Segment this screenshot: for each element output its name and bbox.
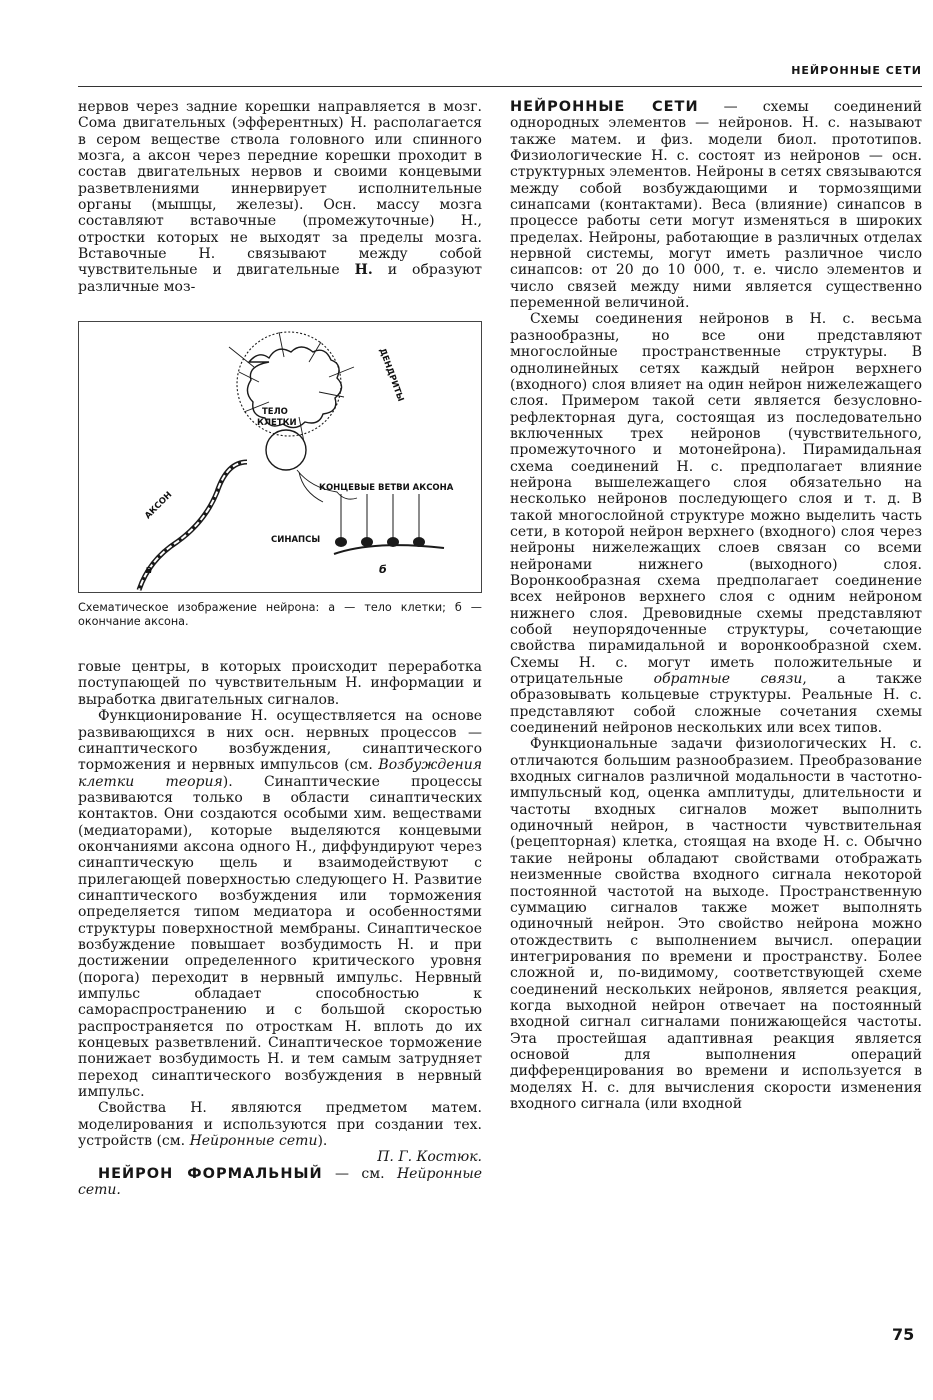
para-text: Схемы соединения нейронов в Н. с. весьма разнообразны, но все они представляют многослойные пространственные структуры. В однолинейных сетях каждый нейрон верхнего (входного) слоя влияет на один нейрон нижележащего слоя. Примером такой сети является безусловно-рефлекторная дуга, состоящая из последовательно включенных трех нейронов (чувствительного, промежуточного и мотонейрона). Пирамидальная схема соединений Н. с. предполагает влияние нейрона вышележащего слоя обязательно на несколько нейронов последующего слоя и т. д. В такой многослойной структуре можно выделить часть сети, в которой нейрон верхнего (входного) слоя через нейроны нижележащих слоев связан со всеми нейронами нижнего (выходного) слоя. Воронкообразная схема предполагает соединение всех нейронов верхнего слоя с одним нейроном нижнего слоя. Древовидные схемы представляют собой неупорядоченные структуры, сочетающие свойства пирамидальной и воронкообразной схем. Схемы Н. с. могут иметь положительные и отрицательные	[510, 311, 922, 688]
cross-reference[interactable]: обратные связи	[653, 671, 803, 688]
author-signature: П. Г. Костюк.	[377, 1149, 482, 1166]
cross-reference[interactable]: Нейронные сети	[189, 1133, 318, 1150]
left-paragraph-1	[78, 99, 482, 295]
right-paragraph-1	[510, 99, 922, 311]
para-text: , а также образовывать кольцевые структуры. Реальные Н. с. представляют собой сложные сочетания схемы соединений нейронов нескольких или всех типов.	[510, 671, 923, 737]
page-number: 75	[892, 1325, 915, 1344]
cross-reference[interactable]: Возбуждения клетки теория	[78, 757, 483, 790]
para-text: Функционирование Н. осуществляется на основе развивающихся в них осн. нервных процессов — синаптического возбуждения, синаптического торможения и нервных импульсов (см.	[78, 708, 482, 774]
bold-abbrev: Н.	[354, 262, 373, 279]
label-axon-branches: КОНЦЕВЫЕ ВЕТВИ АКСОНА	[319, 483, 454, 494]
neuron-drawing	[79, 322, 481, 592]
para-text: — схемы соединений однородных элементов — нейронов. Н. с. называют также матем. и физ. модели биол. прототипов. Физиологические Н. с. состоят из нейронов — осн. структурных элементов. Нейроны в сетях связываются между собой возбуждающими и тормозящими синапсами (контактами). Веса (влияние) синапсов в процессе работы сети могут изменяться в широких пределах. Нейроны, работающие в различных отделах нервной системы, могут иметь различное число синапсов: от 20 до 10 000, т. е. число элементов и число связей между ними является существенно переменной величиной.	[510, 99, 922, 312]
left-column	[78, 99, 482, 1198]
terminal-fibers	[341, 494, 419, 538]
entry-heading: НЕЙРОННЫЕ СЕТИ	[510, 99, 699, 115]
axon-line	[139, 462, 247, 590]
figure-caption: Схематическое изображение нейрона: а — тело клетки; б — окончание аксона.	[78, 601, 482, 629]
para-text-end: и образуют различные моз-	[78, 262, 483, 295]
entry-see: — см.	[335, 1165, 385, 1182]
left-paragraph-3	[78, 708, 482, 1100]
entry-neuron-formal	[78, 1166, 482, 1199]
para-text: ). Синаптические процессы развиваются только в области синаптических контактов. Они создаются особыми хим. веществами (медиаторами), которые выделяются концевыми окончаниями аксона одного Н., диффундируют через синаптическую щель и взаимодействуют с прилегающей поверхностью следующего Н. Развитие синаптического возбуждения или торможения определяется типом медиатора и особенностями структуры поверхностной мембраны. Синаптическое возбуждение повышает возбудимость Н. и при достижении определенного критического уровня (порога) переходит в нервный импульс. Нервный импульс обладает способностью к самораспространению и с большой скоростью распространяется по отросткам Н. вплоть до их концевых разветвлений. Синаптическое торможение понижает возбудимость Н. и тем самым затрудняет переход синаптического возбуждения в нервный импульс.	[78, 773, 482, 1101]
label-cell-body-2: КЛЕТКИ	[257, 418, 297, 429]
para-text: Свойства Н. являются предметом матем. моделирования и используются при создании тех. устройств (см.	[78, 1100, 482, 1150]
target-membrane	[334, 545, 444, 554]
label-dendrites: ДЕНДРИТЫ	[376, 347, 406, 404]
entry-heading: НЕЙРОН ФОРМАЛЬНЫЙ	[98, 1165, 323, 1182]
right-paragraph-2	[510, 311, 922, 736]
label-axon: АКСОН	[143, 490, 175, 522]
cross-reference[interactable]: Нейронные сети.	[78, 1165, 483, 1199]
label-a: а	[145, 563, 153, 577]
running-head: НЕЙРОННЫЕ СЕТИ	[791, 64, 922, 77]
right-paragraph-3: Функциональные задачи физиологических Н. с. отличаются большим разнообразием. Преобразование входных сигналов различной модальности в частотно-импульсный код, оценка амплитуды, длительности и частоты входных сигналов может выполнить одиночный нейрон, в частности чувствительная (рецепторная) клетка, стоящая на входе Н. с. Обычно такие нейроны обладают свойствами отображать неизменные свойства входного сигнала некоторой постоянной частотой на выходе. Пространственную суммацию сигналов также может выполнять одиночный нейрон. Это свойство нейрона можно отождествить с выполнением вычисл. операции интегрирования по времени и пространству. Более сложной и, по-видимому, соответствующей схеме соединений нескольких нейронов, является реакция, когда выходной нейрон отвечает на постоянный входной сигнал сигналами понижающейся частоты. Эта простейшая адаптивная реакция является основой для выполнения операций дифференцирования во времени и используется в моделях Н. с. для вычисления скорости изменения входного сигнала (или входной	[510, 736, 922, 1112]
para-text: нервов через задние корешки направляется в мозг. Сома двигательных (эфферентных) Н. располагается в сером веществе ствола головного или спинного мозга, а аксон через передние корешки проходит в состав двигательных нервов и своими концевыми разветвлениями иннервирует исполнительные органы (мышцы, железы). Осн. массу мозга составляют вставочные (промежуточные) Н., отростки которых не выходят за пределы мозга. Вставочные Н. связывают между собой чувствительные и двигательные	[78, 99, 482, 279]
left-paragraph-4	[78, 1100, 482, 1149]
label-cell-body-1: ТЕЛО	[262, 407, 288, 418]
label-synapses: СИНАПСЫ	[271, 535, 321, 546]
label-b: б	[379, 563, 387, 577]
header-rule	[78, 86, 922, 87]
neuron-figure	[78, 321, 482, 593]
right-column	[510, 99, 922, 1112]
para-text: ).	[317, 1133, 328, 1150]
left-paragraph-2: говые центры, в которых происходит переработка поступающей по чувствительным Н. информации и выработка двигательных сигналов.	[78, 659, 482, 708]
